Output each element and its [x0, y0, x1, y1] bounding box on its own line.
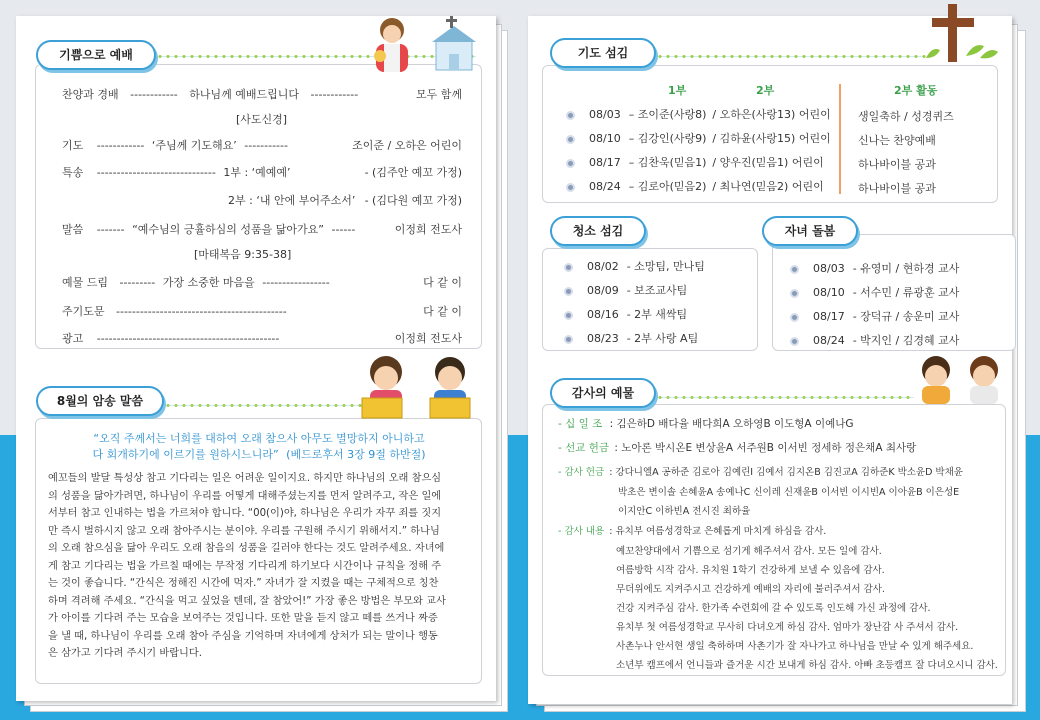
date: 08/10: [813, 286, 845, 299]
thanks-content-line: 소년부 캠프에서 언니들과 즐거운 시간 보내게 하심 감사. 아빠 초등캠프 잘 다녀오시니 감사.: [616, 660, 998, 671]
thanks-offering-row: 이지안C 이하빈A 전시진 최하율: [618, 506, 751, 517]
row-content: 가장 소중한 마음을: [162, 276, 255, 289]
activity-item: 신나는 찬양예배: [858, 134, 936, 147]
list-item: [566, 130, 831, 146]
tithe-label: - 십 일 조: [558, 418, 603, 430]
first-service: – 김로아(믿음2): [628, 180, 707, 193]
list-item: [790, 284, 959, 300]
dash-leader: -----------: [244, 139, 288, 152]
thanks-content-line: 유치부 첫 여름성경학교 무사히 다녀오게 하심 감사. 엄마가 장난감 사 주셔서 감사.: [616, 622, 959, 633]
first-service: – 김강인(사랑9): [628, 132, 707, 145]
body-line: 서부터 참고 인내하는 법을 가르쳐야 합니다. “00(이)야, 하나님은 우리가 자꾸 죄를 짓지: [48, 508, 442, 519]
list-item: [564, 258, 705, 274]
worship-row: [62, 274, 462, 290]
date: 08/17: [813, 310, 845, 323]
team: - 소망팀, 만나팀: [626, 260, 705, 273]
row-content: 2부 : ‘내 안에 부어주소서’: [228, 194, 356, 207]
bullet-icon: [790, 289, 799, 298]
row-right: 모두 함께: [415, 88, 462, 101]
date: 08/03: [813, 262, 845, 275]
thanks-offering-label: - 감사 헌금: [558, 467, 605, 478]
date: 08/17: [589, 156, 621, 169]
second-service: / 오하은(사랑13) 어린이: [712, 108, 831, 121]
body-line: 의 오래 참으심을 닮아 우리도 오래 참음의 성품을 길러야 한다는 것도 알려주세요. 자녀에: [48, 543, 445, 554]
col-activity: 2부 활동: [894, 84, 938, 97]
dash-leader: ------: [331, 223, 356, 236]
worship-row: [228, 192, 462, 208]
body-line: 의 성품을 닮아가려면, 하나님이 우리를 어떻게 대해주셨는지를 먼저 알려주고, 작은 일에: [48, 490, 442, 502]
column-divider: [839, 84, 841, 194]
dash-leader: ----------------------------------------------: [96, 332, 280, 345]
dash-leader: -------------------------------------------: [116, 305, 287, 318]
bullet-icon: [566, 135, 575, 144]
dash-leader: -------: [96, 223, 125, 236]
worship-row: [62, 137, 462, 153]
row-content: ‘주님께 기도해요’: [151, 139, 237, 152]
list-item: [564, 330, 698, 346]
thanks-content-line: 사촌누나 안서현 생일 축하하며 사촌기가 잘 자나가고 하나님을 만날 수 있게 해주세요.: [616, 641, 974, 652]
dotted-divider: [656, 393, 914, 402]
row-right: - (김다원 예꼬 가정): [364, 194, 462, 207]
bullet-icon: [790, 313, 799, 322]
activity-item: 생일축하 / 성경퀴즈: [858, 110, 954, 123]
second-service: / 김하윤(사랑15) 어린이: [712, 132, 831, 145]
kids-reading-illustration: [358, 354, 482, 422]
row-right: 다 같 이: [423, 305, 462, 318]
body-line: 을 낼 때, 하나님이 우리를 오래 참아 주심을 기억하며 자녀에게 상처가 되는 말이나 행동: [48, 630, 438, 642]
teachers: - 박지인 / 김경혜 교사: [852, 334, 960, 347]
bullet-icon: [564, 335, 573, 344]
bullet-icon: [564, 263, 573, 272]
date: 08/16: [587, 308, 619, 321]
bullet-icon: [566, 159, 575, 168]
verse-title: 8월의 암송 말씀: [36, 386, 164, 416]
dotted-divider: [164, 401, 369, 410]
body-line: 게 참고 기다리는 법을 가르칠 때에는 무작정 기다리게 하기보다 시간이나 규칙을 정해 주: [48, 560, 442, 572]
praying-kids-illustration: [912, 354, 1008, 404]
col-1bu: 1부: [668, 84, 687, 97]
thanks-content-line: 무더위에도 지켜주시고 건강하게 예배의 자리에 불러주셔서 감사.: [616, 584, 885, 595]
verse-line: 다 회개하기에 이르기를 원하시느니라”: [92, 448, 279, 461]
worship-row: [62, 330, 462, 346]
row-label: 말씀: [62, 223, 84, 236]
cross-illustration: [924, 4, 1004, 64]
row-label: 기도: [62, 139, 84, 152]
dash-leader: ------------: [310, 88, 359, 101]
bullet-icon: [790, 265, 799, 274]
row-content: “예수님의 긍휼하심의 성품을 닮아가요”: [132, 223, 324, 236]
row-right: - (김주안 예꼬 가정): [364, 166, 462, 179]
missions-label: - 선교 헌금: [558, 442, 610, 454]
bullet-icon: [564, 311, 573, 320]
thanks-offering-row: [558, 464, 963, 478]
tithe-row: [558, 416, 854, 431]
missions-names: : 노아론 박시온E 변상윤A 서주원B 이서빈 정세하 정은채A 최사랑: [614, 442, 917, 454]
list-item: [790, 260, 959, 276]
body-line: 는 것이 좋습니다. “간식은 정해진 시간에 먹자.” 자녀가 잘 지켰을 때는 구체적으로 칭찬: [48, 578, 439, 589]
right-page: [528, 16, 1012, 704]
left-page: [16, 16, 496, 701]
worship-row: [62, 303, 462, 319]
thanks-content-label: - 감사 내용: [558, 526, 605, 537]
row-right: 이정희 전도사: [394, 223, 462, 236]
tithe-names: : 김은하D 배다율 배다희A 오하영B 이도형A 이예나G: [609, 418, 854, 430]
row-label: 광고: [62, 332, 84, 345]
row-right: 이정희 전도사: [394, 332, 462, 345]
worship-row: [236, 111, 287, 127]
dotted-divider: [656, 52, 926, 61]
list-item: [564, 282, 687, 298]
worship-row: [62, 86, 462, 102]
cleaning-title: 청소 섬김: [550, 216, 646, 246]
list-item: [566, 178, 824, 194]
team: - 보조교사팀: [626, 284, 688, 297]
row-label: 주기도문: [62, 305, 105, 318]
row-content: 1부 : ‘예예예’: [223, 166, 291, 179]
dash-leader: ------------------------------: [96, 166, 216, 179]
body-line: 예꼬들의 발달 특성상 참고 기다리는 일은 어려운 일이지요. 하지만 하나님의 오래 참으심: [48, 473, 442, 484]
parenting-tip-text: [48, 470, 472, 663]
date: 08/02: [587, 260, 619, 273]
thanks-offering-names: : 강다니엘A 공하준 김로아 김예린I 김예서 김지온B 김진교A 김하준K 박소윤D 박채윤: [609, 467, 963, 478]
date: 08/23: [587, 332, 619, 345]
verse-line: “오직 주께서는 너희를 대하여 오래 참으사 아무도 멸망하지 아니하고: [93, 432, 425, 445]
bullet-icon: [790, 337, 799, 346]
teachers: - 장덕규 / 송운미 교사: [852, 310, 960, 323]
list-item: [790, 332, 959, 348]
row-label: 찬양과 경배: [62, 88, 119, 101]
thanks-content-line: : 유치부 여름성경학교 은혜롭게 마치게 하심을 감사.: [609, 526, 827, 537]
worship-row: [62, 164, 462, 180]
thanks-offering-row: 박초은 변이솔 손혜윤A 송예나C 신이레 신재윤B 이서빈 이시빈A 이아윤B 이은성E: [618, 487, 960, 498]
first-service: – 조이준(사랑8): [628, 108, 707, 121]
body-line: 은 삼가고 기다려 주시기 바랍니다.: [48, 648, 202, 659]
row-content: [사도신경]: [236, 113, 288, 126]
dash-leader: ---------: [119, 276, 156, 289]
second-service: / 최나연(믿음2) 어린이: [712, 180, 824, 193]
date: 08/24: [813, 334, 845, 347]
dash-leader: -----------------: [262, 276, 330, 289]
row-right: 다 같 이: [423, 276, 462, 289]
date: 08/10: [589, 132, 621, 145]
dash-leader: ------------: [96, 139, 145, 152]
row-label: 특송: [62, 166, 84, 179]
thanks-content-line: 여름방학 시작 감사. 유치원 1학기 건강하게 보낼 수 있음에 감사.: [616, 565, 885, 576]
row-content: 하나님께 예배드립니다: [189, 88, 300, 101]
team: - 2부 사랑 A팀: [626, 332, 699, 345]
worship-title: 기쁨으로 예배: [36, 40, 156, 70]
body-line: 가 아이를 기다려 주는 모습을 보여주는 것입니다. 또한 말을 듣지 않고 떼를 쓰거나 짜증: [48, 613, 438, 624]
bullet-icon: [566, 183, 575, 192]
list-item: [564, 306, 687, 322]
dash-leader: ------------: [130, 88, 178, 101]
second-service: / 양우진(믿음1) 어린이: [712, 156, 824, 169]
list-item: [566, 154, 824, 170]
jesus-church-illustration: [366, 16, 476, 74]
first-service: – 김찬욱(믿음1): [628, 156, 707, 169]
missions-row: [558, 440, 916, 455]
activity-item: 하나바이블 공과: [858, 158, 936, 171]
thanks-title: 감사의 예물: [550, 378, 656, 408]
thanks-content-line: 예꼬찬양대에서 기쁨으로 섬기게 해주셔서 감사. 모든 일에 감사.: [616, 546, 882, 557]
body-line: 만 즉시 벌하시지 않고 오래 참아주시는 분이야. 우리를 구원해 주시기 위해서지.” 하나님: [48, 525, 440, 537]
teachers: - 서수민 / 류광훈 교사: [852, 286, 960, 299]
bullet-icon: [564, 287, 573, 296]
list-item: [566, 106, 831, 122]
row-label: 예물 드림: [62, 276, 109, 289]
bullet-icon: [566, 111, 575, 120]
thanks-content-row: [558, 523, 826, 537]
body-line: 하며 격려해 주세요. “간식을 먹고 싶었을 텐데, 잘 참았어!” 가장 좋은 방법은 부모와 교사: [48, 595, 446, 607]
teachers: - 유영미 / 현하경 교사: [852, 262, 960, 275]
worship-row: [194, 246, 291, 262]
thanks-content-line: 건강 지켜주심 감사. 한가족 수련회에 갈 수 있도록 인도해 가신 과정에 감사.: [616, 603, 931, 614]
list-item: [790, 308, 959, 324]
worship-row: [62, 221, 462, 237]
col-2bu: 2부: [756, 84, 775, 97]
date: 08/24: [589, 180, 621, 193]
prayer-title: 기도 섬김: [550, 38, 656, 68]
row-right: 조이준 / 오하은 어린이: [352, 139, 462, 152]
childcare-title: 자녀 돌봄: [762, 216, 858, 246]
date: 08/09: [587, 284, 619, 297]
activity-item: 하나바이블 공과: [858, 182, 936, 195]
team: - 2부 새싹팀: [626, 308, 688, 321]
verse-reference: (베드로후서 3장 9절 하반절): [286, 448, 426, 461]
row-content: [마태복음 9:35-38]: [194, 248, 292, 261]
date: 08/03: [589, 108, 621, 121]
memory-verse: [44, 431, 474, 463]
